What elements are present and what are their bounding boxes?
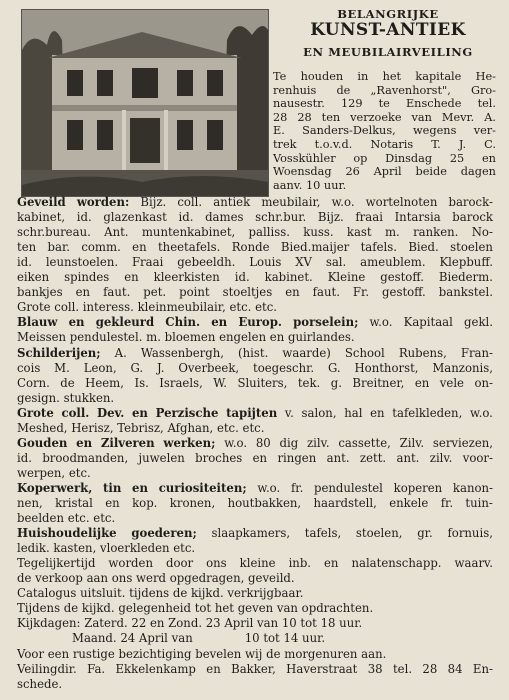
body-line: Grote coll. interess. kleinmeubilair, etc. etc. [17, 300, 277, 315]
body-line: Schilderijen; A. Wassenbergh, (hist. waarde) School Rubens, Fran- [17, 345, 493, 360]
body-line: schede. [17, 676, 63, 691]
body-line: Meissen pendulestel. m. bloemen engelen en guirlandes. [17, 330, 355, 345]
intro-line: Vosskühler op Dinsdag 25 en [273, 151, 496, 165]
intro-line: aanv. 10 uur. [273, 178, 347, 192]
body-line: gesign. stukken. [17, 390, 115, 405]
body-line: werpen, etc. [17, 465, 91, 480]
body-line: cois M. Leon, G. J. Overbeek, toegeschr. G. Honthorst, Manzonis, [17, 360, 493, 375]
body-line: kabinet, id. glazenkast id. dames schr.bur. Bijz. fraai Intarsia barock [17, 210, 493, 225]
header-title: KUNST-ANTIEK [310, 20, 466, 40]
body-line: Kijkdagen: Zaterd. 22 en Zond. 23 April van 10 tot 18 uur. [17, 616, 363, 631]
body-line: Koperwerk, tin en curiositeiten; w.o. fr. pendulestel koperen kanon- [17, 480, 493, 495]
intro-line: nausestr. 129 te Enschede tel. [273, 97, 496, 111]
header-line-3: EN MEUBILAIRVEILING [303, 45, 473, 59]
body-line: Tijdens de kijkd. gelegenheid tot het geven van opdrachten. [17, 601, 374, 616]
body-line: Voor een rustige bezichtiging bevelen wij de morgenuren aan. [17, 646, 387, 661]
house-photo [21, 9, 269, 197]
body-line: Veilingdir. Fa. Ekkelenkamp en Bakker, Haverstraat 38 tel. 28 84 En- [17, 661, 493, 676]
body-line: beelden etc. etc. [17, 511, 116, 526]
intro-line: E. Sanders-Delkus, wegens ver- [273, 124, 496, 138]
body-line: id. broodmanden, juwelen broches en ringen ant. zett. ant. zilv. voor- [17, 450, 493, 465]
body-line: Corn. de Heem, Is. Israels, W. Sluiters, tek. g. Breitner, en vele on- [17, 375, 493, 390]
body-line: Gouden en Zilveren werken; w.o. 80 dig zilv. cassette, Zilv. serviezen, [17, 435, 493, 450]
body-line: Grote coll. Dev. en Perzische tapijten v. salon, hal en tafelkleden, w.o. [17, 405, 493, 420]
body-line: Maand. 24 April van 10 tot 14 uur. [72, 631, 326, 646]
body-line: Huishoudelijke goederen; slaapkamers, tafels, stoelen, gr. fornuis, [17, 526, 493, 541]
intro-line: 28 28 ten verzoeke van Mevr. A. [273, 110, 496, 124]
body-line: ten bar. comm. en theetafels. Ronde Bied.maijer tafels. Bied. stoelen [17, 240, 493, 255]
body-line: Catalogus uitsluit. tijdens de kijkd. verkrijgbaar. [17, 586, 304, 601]
body-line: ledik. kasten, vloerkleden etc. [17, 541, 196, 556]
body-line: bankjes en faut. pet. point stoeltjes en faut. Fr. gestoff. bankstel. [17, 285, 493, 300]
body-line: Blauw en gekleurd Chin. en Europ. porselein; w.o. Kapitaal gekl. [17, 315, 493, 330]
intro-line: Woensdag 26 April beide dagen [273, 165, 496, 179]
header-line-1: BELANGRIJKE [337, 7, 439, 21]
body-line: eiken spindes en kleerkisten id. kabinet. Kleine gestoff. Biederm. [17, 270, 493, 285]
intro-line: renhuis de „Ravenhorst", Gro- [273, 83, 496, 97]
body-line: schr.bureau. Ant. muntenkabinet, palliss. kuss. kast m. ranken. No- [17, 225, 493, 240]
body-line: Geveild worden: Bijz. coll. antiek meubilair, w.o. wortelnoten barock- [17, 195, 493, 209]
intro-line: trek t.o.v.d. Notaris T. J. C. [273, 138, 496, 151]
house-photo-icon [22, 10, 268, 196]
body-line: nen, kristal en kop. kronen, houtbakken, haardstell, enkele fr. tuin- [17, 496, 493, 510]
intro-line: Te houden in het kapitale He- [273, 70, 496, 83]
body-line: de verkoop aan ons werd opgedragen, geveild. [17, 571, 295, 586]
body-line: id. leunstoelen. Fraai gebeeldh. Louis XV sal. ameublem. Klepbuff. [17, 255, 493, 270]
body-line: Tegelijkertijd worden door ons kleine inb. en nalatenschapp. waarv. [17, 556, 493, 571]
body-line: Meshed, Herisz, Tebrisz, Afghan, etc. etc. [17, 420, 265, 435]
